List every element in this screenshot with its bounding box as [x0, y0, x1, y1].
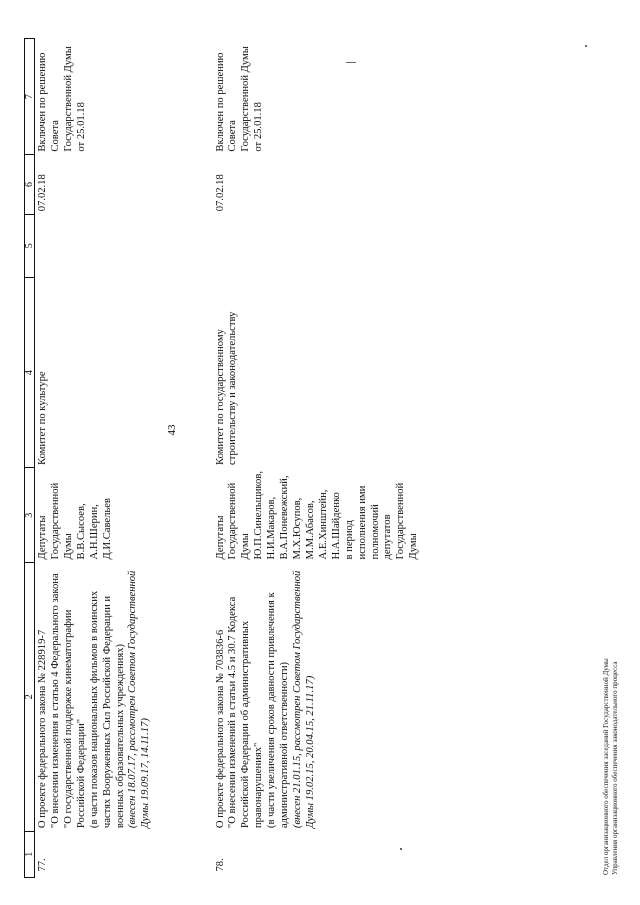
- bill-note: (внесен 21.01.15, рассмотрен Советом Государственной Думы 19.02.15, 20.04.15, 21.11.17): [292, 570, 316, 829]
- bill-title: О проекте федерального закона № 228919-7: [37, 629, 48, 829]
- committee: Комитет по государственному строительству и законодательству: [214, 311, 239, 465]
- row-number: 78.: [214, 858, 226, 872]
- column-5-cell: [35, 214, 213, 277]
- bill-subject: "О внесении изменений в статьи 4.5 и 30.7 Кодекса Российской Федерации об административных правонарушениях": [227, 596, 265, 829]
- status-cell: Включен по решению Совета Государственной Думы от 25.01.18: [37, 46, 87, 152]
- bill-authors: [213, 468, 424, 563]
- row-number: 77.: [37, 858, 48, 872]
- column-5-cell: [213, 214, 424, 277]
- column-header: 5: [25, 214, 35, 277]
- date-cell: 07.02.18: [214, 174, 226, 212]
- table-row: [213, 39, 424, 878]
- header-row: [25, 39, 35, 878]
- page-number: 43: [166, 424, 178, 436]
- bill-detail: (в части показов национальных фильмов в воинских частях Вооруженных Сил Российской Федерации и военных образовательных учреждениях): [88, 590, 126, 829]
- author-line: А.Е.Хинштейн,: [317, 489, 329, 560]
- committee: Комитет по культуре: [37, 371, 48, 465]
- author-line: в период: [343, 520, 355, 560]
- author-line: полномочий: [369, 504, 381, 560]
- author-line: Государственной: [49, 482, 61, 560]
- author-line: Государственной: [395, 482, 407, 560]
- author-line: М.Х.Юсупов,: [292, 497, 304, 560]
- bill-title: О проекте федерального закона № 703836-6: [214, 629, 226, 829]
- author-line: А.Н.Шерин,: [88, 504, 100, 560]
- scan-speck: [346, 62, 356, 63]
- author-line: Думы: [408, 533, 420, 560]
- author-line: Д.И.Савельев: [101, 498, 113, 560]
- author-line: Депутаты: [214, 515, 226, 560]
- author-line: Депутаты: [37, 515, 48, 560]
- column-header: 6: [25, 155, 35, 215]
- column-header: 1: [25, 831, 35, 877]
- footer-line: Отдел организационного обеспечения заседаний Государственной Думы: [602, 658, 610, 875]
- footer-line: Управления организационного обеспечения законодательного процесса: [611, 661, 619, 875]
- scan-speck: [585, 45, 587, 47]
- author-line: В.А.Поневежский,: [279, 475, 291, 560]
- date-cell: 07.02.18: [37, 174, 48, 212]
- column-header: 2: [25, 562, 35, 831]
- author-line: Государственной: [227, 482, 239, 560]
- author-line: депутатов: [382, 514, 394, 560]
- author-line: В.В.Сысоев,: [75, 503, 87, 560]
- bill-note: (внесен 18.07.17, рассмотрен Советом Государственной Думы 19.09.17, 14.11.17): [127, 570, 152, 829]
- column-header: 3: [25, 468, 35, 563]
- bill-authors: [35, 468, 213, 563]
- author-line: Ю.П.Синельщиков,: [253, 471, 265, 560]
- bill-subject: "О внесении изменения в статью 4 Федерального закона "О государственной поддержке кинематографии Российской Федерации": [49, 573, 87, 829]
- bill-description: [35, 562, 213, 831]
- bill-detail: (в части увеличения сроков давности привлечения к административной ответственности): [266, 592, 291, 829]
- bill-description: [213, 562, 424, 831]
- author-line: Думы: [240, 533, 252, 560]
- column-header: 4: [25, 277, 35, 468]
- column-header: 7: [25, 39, 35, 155]
- author-line: Н.И.Макаров,: [266, 496, 278, 560]
- author-line: исполнения ими: [356, 485, 368, 560]
- status-cell: Включен по решению Совета Государственной Думы от 25.01.18: [214, 46, 265, 152]
- author-line: М.М.Абасов,: [304, 500, 316, 560]
- bills-table: [24, 38, 423, 878]
- scan-speck: [400, 848, 402, 850]
- footer: [602, 658, 620, 875]
- table-row: [35, 39, 213, 878]
- author-line: Н.А.Шайденко: [330, 492, 342, 560]
- author-line: Думы: [62, 533, 74, 560]
